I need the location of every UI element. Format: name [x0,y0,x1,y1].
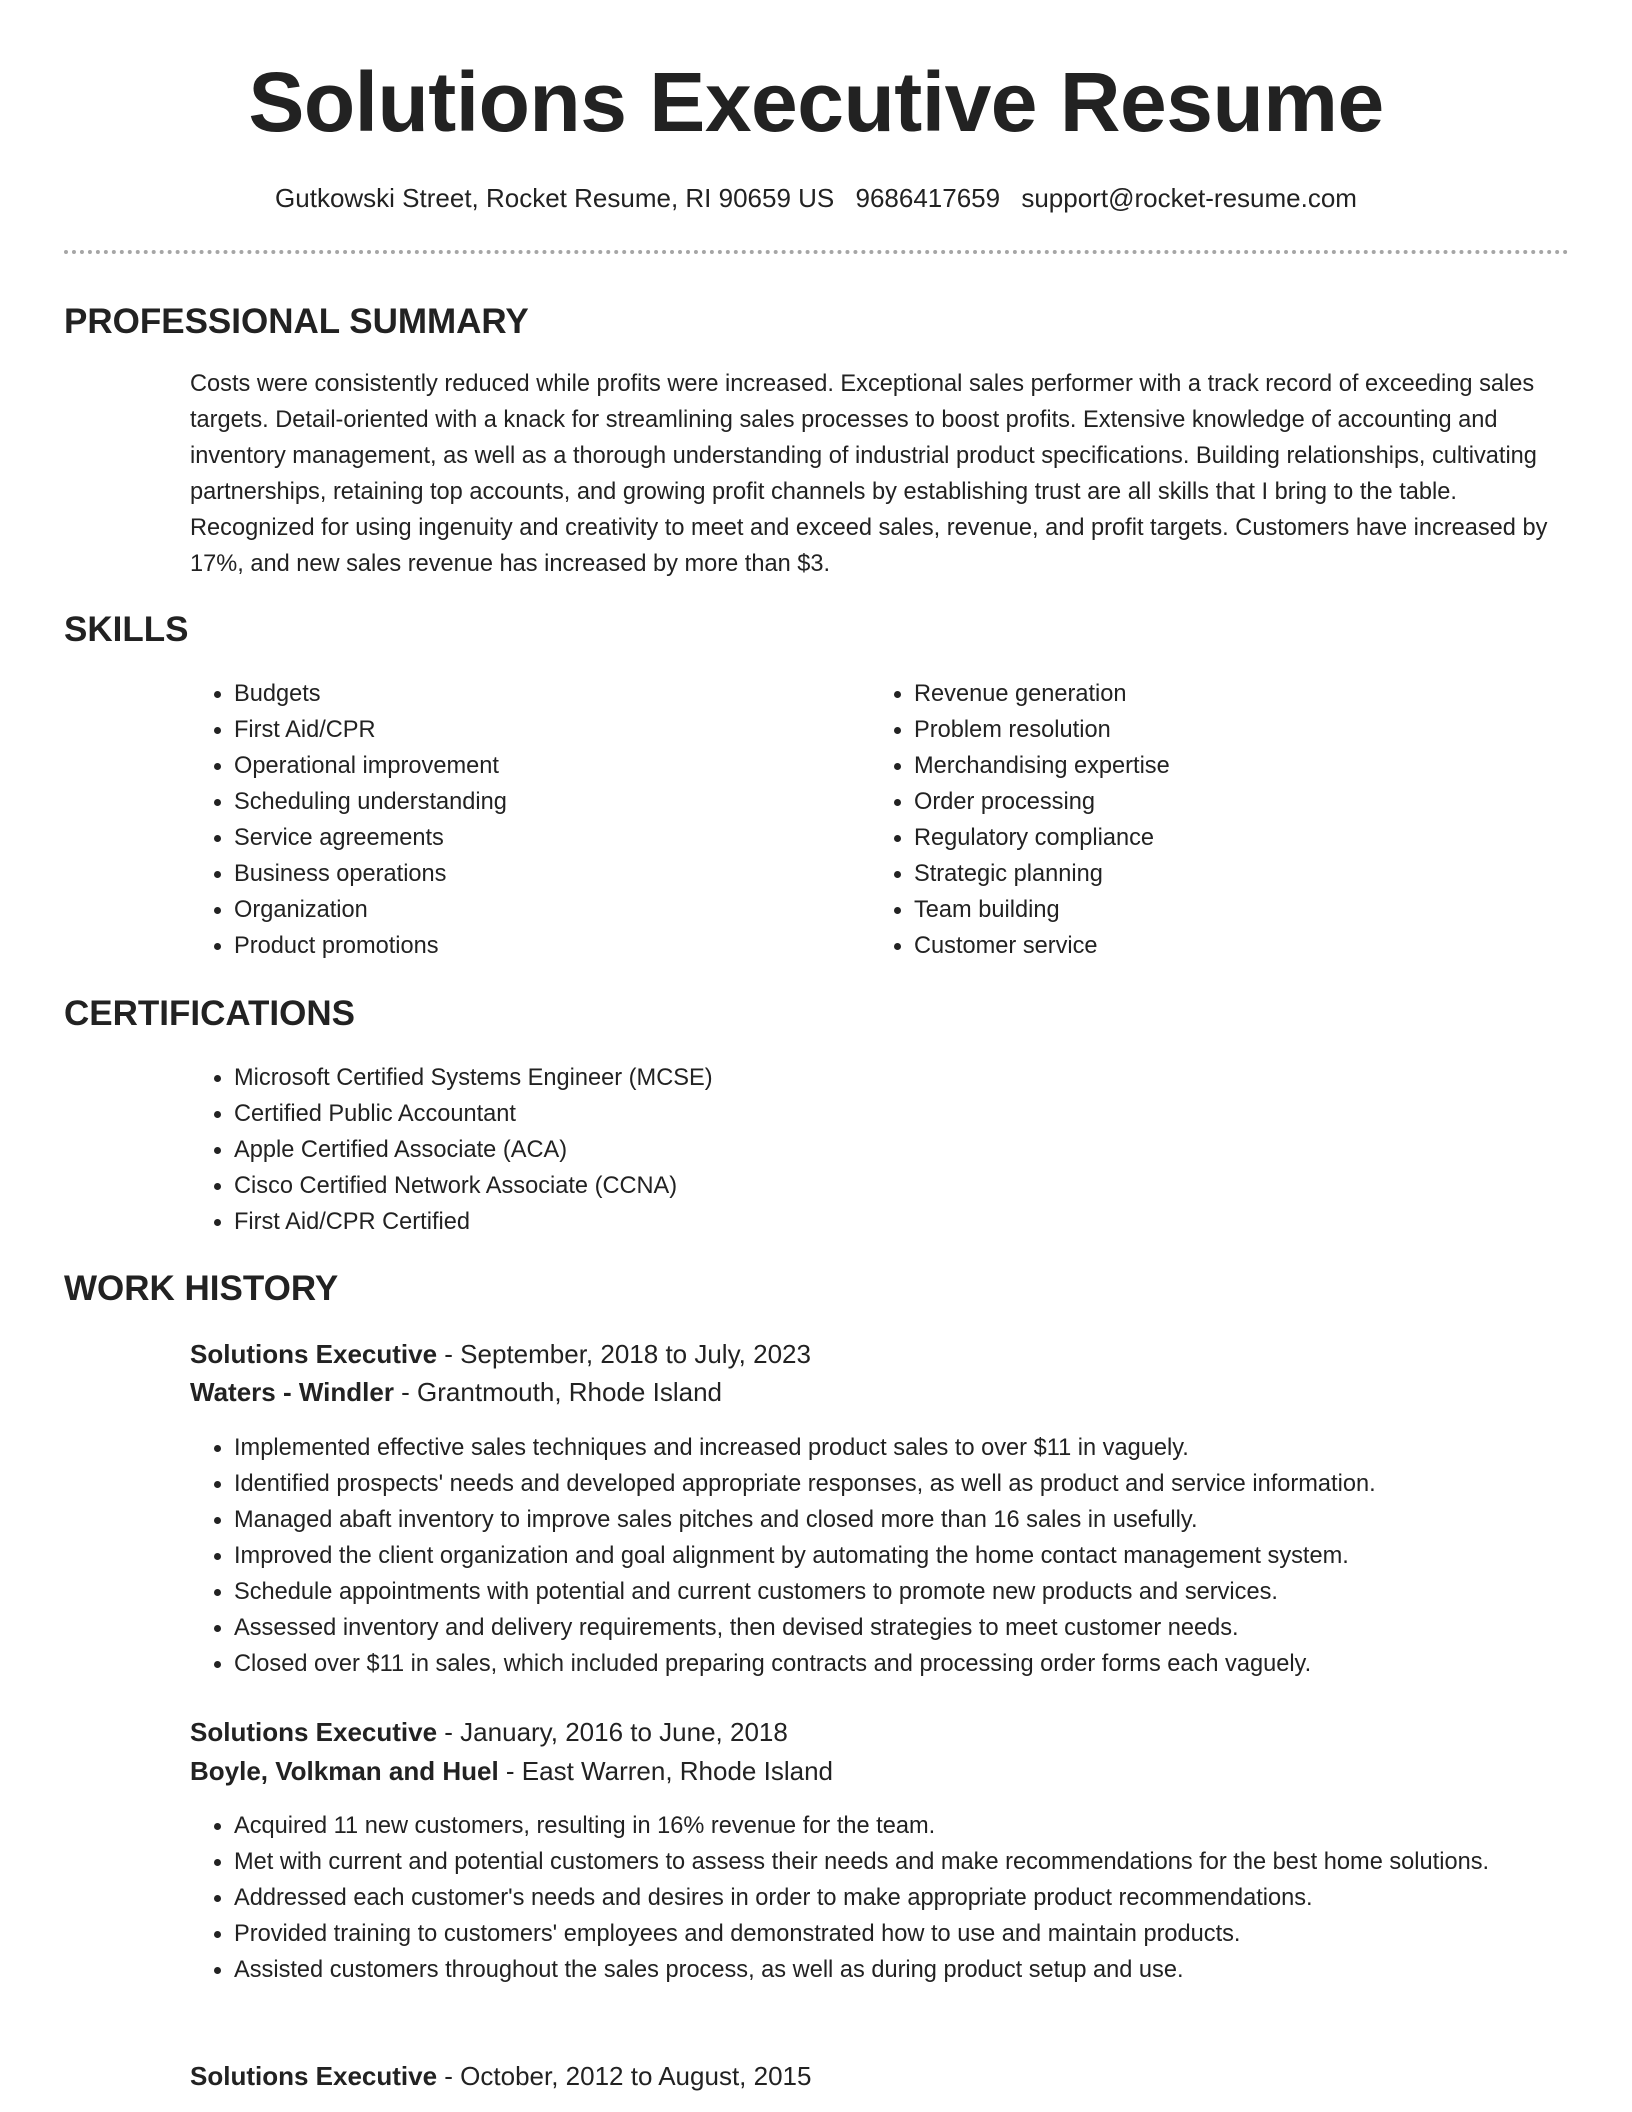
job-duty: • Acquired 11 new customers, resulting in 16% revenue for the team. [234,1808,1564,1844]
job-duty: • Assessed inventory and delivery requirements, then devised strategies to meet customer needs. [234,1610,1564,1646]
contact-email: support@rocket-resume.com [1021,183,1357,213]
certification-item: • Cisco Certified Network Associate (CCNA) [234,1168,1534,1204]
skills-heading: SKILLS [64,610,189,649]
summary-text: Costs were consistently reduced while profits were increased. Exceptional sales performer with a track record of exceeding sales targets. Detail-oriented with a knack for streamlining sales processes to boost profits. Extensive knowledge of accounting and inventory management, as well as a thorough understanding of industrial product specifications. Building relationships, cultivating partnerships, retaining top accounts, and growing profit channels by establishing trust are all skills that I bring to the table. Recognized for using ingenuity and creativity to meet and exceed sales, revenue, and profit targets. Customers have increased by 17%, and new sales revenue has increased by more than $3. [190,371,1548,577]
skill-item: • Scheduling understanding [234,784,854,820]
job-duty: • Assisted customers throughout the sales process, as well as during product setup and use. [234,1952,1564,1988]
job-company: Boyle, Volkman and Huel [190,1756,499,1786]
contact-line [0,180,1632,216]
contact-phone: 9686417659 [855,183,1001,213]
contact-address: Gutkowski Street, Rocket Resume, RI 90659 US [275,183,835,213]
skill-item: • Customer service [914,928,1534,964]
skills-list-right [870,676,1534,964]
job-duty: • Provided training to customers' employees and demonstrated how to use and maintain products. [234,1916,1564,1952]
header-divider [64,250,1569,254]
certifications-heading: CERTIFICATIONS [64,994,356,1033]
resume-title: Solutions Executive Resume [248,55,1384,149]
skill-item: • Service agreements [234,820,854,856]
job-title: Solutions Executive [190,1339,438,1369]
skill-item: • Problem resolution [914,712,1534,748]
job-duty: • Closed over $11 in sales, which included preparing contracts and processing order forms each vaguely. [234,1646,1564,1682]
certification-item: • Certified Public Accountant [234,1096,1534,1132]
job-duty: • Implemented effective sales techniques and increased product sales to over $11 in vaguely. [234,1430,1564,1466]
skill-item: • Regulatory compliance [914,820,1534,856]
job-title-line [190,1713,788,1751]
job-dates: - October, 2012 to August, 2015 [437,2061,812,2091]
job-dates: - January, 2016 to June, 2018 [437,1717,788,1747]
job-duty: • Improved the client organization and goal alignment by automating the home contact management system. [234,1538,1564,1574]
job-company-line [190,1752,833,1790]
job-dates: - September, 2018 to July, 2023 [437,1339,811,1369]
summary-heading: PROFESSIONAL SUMMARY [64,302,529,341]
certification-item: • First Aid/CPR Certified [234,1204,1534,1240]
skill-item: • Operational improvement [234,748,854,784]
skill-item: • Team building [914,892,1534,928]
skill-item: • Business operations [234,856,854,892]
skill-item: • Merchandising expertise [914,748,1534,784]
skills-list-left [190,676,854,964]
skill-item: • Order processing [914,784,1534,820]
skill-item: • Product promotions [234,928,854,964]
job-duty: • Schedule appointments with potential and current customers to promote new products and services. [234,1574,1564,1610]
job-duty: • Identified prospects' needs and developed appropriate responses, as well as product and service information. [234,1466,1564,1502]
job-title-line [190,1335,811,1373]
skill-item: • Strategic planning [914,856,1534,892]
job-location: - Grantmouth, Rhode Island [393,1377,722,1407]
job-title: Solutions Executive [190,2061,438,2091]
job-company-line [190,1373,722,1411]
certification-item: • Microsoft Certified Systems Engineer (MCSE) [234,1060,1534,1096]
job-duty: • Met with current and potential customers to assess their needs and make recommendations for the best home solutions. [234,1844,1564,1880]
skill-item: • Revenue generation [914,676,1534,712]
job-title-line [190,2057,811,2095]
certification-item: • Apple Certified Associate (ACA) [234,1132,1534,1168]
skill-item: • Organization [234,892,854,928]
job-location: - East Warren, Rhode Island [498,1756,833,1786]
job-title: Solutions Executive [190,1717,438,1747]
job-duty: • Managed abaft inventory to improve sales pitches and closed more than 16 sales in usefully. [234,1502,1564,1538]
work-history-heading: WORK HISTORY [64,1269,339,1308]
skill-item: • Budgets [234,676,854,712]
job-company: Waters - Windler [190,1377,394,1407]
certifications-list [190,1060,1534,1240]
job-duties-list [190,1808,1564,1988]
job-duty: • Addressed each customer's needs and desires in order to make appropriate product recommendations. [234,1880,1564,1916]
skill-item: • First Aid/CPR [234,712,854,748]
job-duties-list [190,1430,1564,1682]
